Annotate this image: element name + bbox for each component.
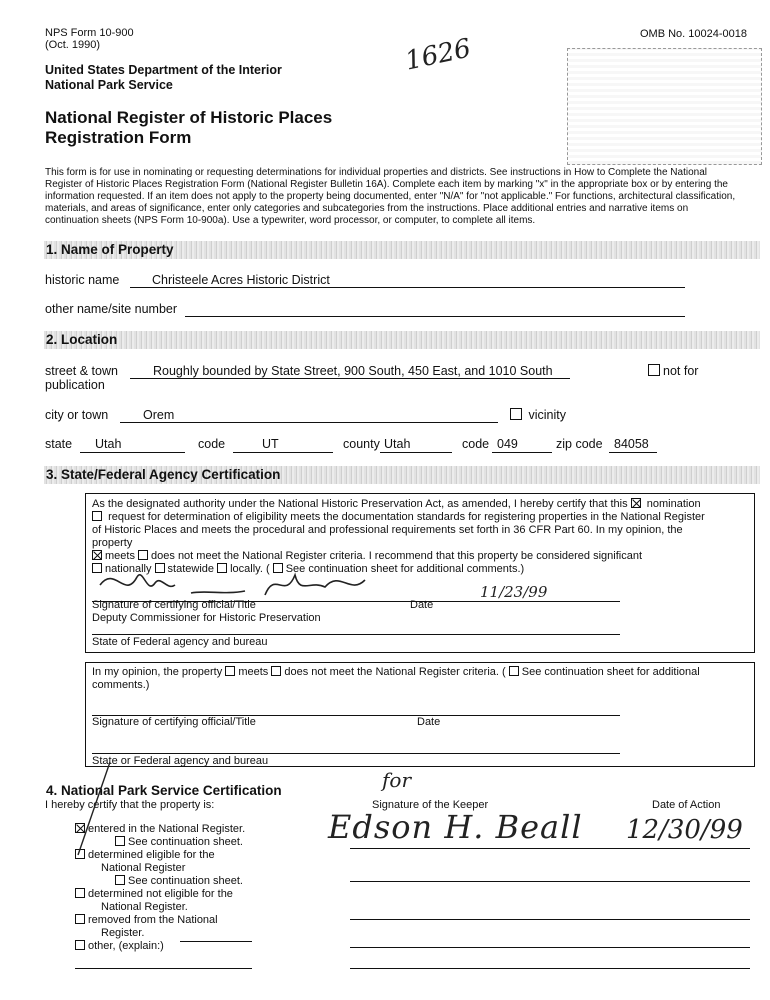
date-label-1: Date <box>410 599 434 611</box>
state-label: state <box>45 437 73 451</box>
meets-checkbox[interactable] <box>92 550 102 560</box>
form-number: NPS Form 10-900 <box>45 27 134 39</box>
opinion-continuation-checkbox[interactable] <box>509 666 519 676</box>
agency-label-1: State of Federal agency and bureau <box>92 636 268 648</box>
keeper-line-5 <box>350 968 750 969</box>
street-line <box>130 378 570 379</box>
signature-label-2: Signature of certifying official/Title <box>92 716 256 728</box>
other-name-line <box>185 316 685 317</box>
official-title: Deputy Commissioner for Historic Preservation <box>92 612 321 624</box>
agency-line: National Park Service <box>45 78 173 92</box>
other-checkbox[interactable] <box>75 940 85 950</box>
vicinity-checkbox[interactable]: vicinity <box>510 408 566 422</box>
historic-name-value[interactable]: Christeele Acres Historic District <box>152 273 330 287</box>
signature-label-1: Signature of certifying official/Title <box>92 599 256 611</box>
zip-label: zip code <box>556 437 603 451</box>
zip-value[interactable]: 84058 <box>614 437 649 451</box>
keeper-line-2 <box>350 881 750 882</box>
agency-line-2 <box>92 753 620 754</box>
state-code-line <box>233 452 333 453</box>
county-line <box>380 452 452 453</box>
opinion-does-not-meet-checkbox[interactable] <box>271 666 281 676</box>
street-value[interactable]: Roughly bounded by State Street, 900 South, 450 East, and 1010 South <box>153 364 553 378</box>
form-date: (Oct. 1990) <box>45 39 101 51</box>
action-date: 12/30/99 <box>626 815 743 845</box>
intro-text: This form is for use in nominating or requesting determinations for individual properties and districts. See instructions in How to Complete the National Register of Historic Places Registration Form (National Register Bulletin 16A). Complete each item by marking "x" in the appropriate box or by entering the information requested. If an item does not apply to the property being documented, enter "N/A" for "not applicable." For functions, architectural classification, materials, and areas of significance, enter only categories and subcategories from the instructions. Place additional entries and narrative items on continuation sheets (NPS Form 10-900a). Use a typewriter, word processor, or computer, to complete all items. <box>45 167 736 226</box>
request-determination-checkbox[interactable] <box>92 511 102 521</box>
not-for-publication-checkbox[interactable]: not for <box>648 364 698 378</box>
section-1-header: 1. Name of Property <box>44 241 760 259</box>
city-label: city or town <box>45 408 109 422</box>
street-label: street & town <box>45 364 118 378</box>
form-title: National Register of Historic Places <box>45 108 333 127</box>
opinion-text: In my opinion, the property meets does not meet the National Register criteria. ( See continuation sheet for additional comments.) <box>92 666 700 691</box>
city-value[interactable]: Orem <box>143 408 175 422</box>
state-code-label: code <box>198 437 226 451</box>
section-2-header: 2. Location <box>44 331 760 349</box>
historic-name-line <box>130 287 685 288</box>
state-code-value[interactable]: UT <box>262 437 279 451</box>
keeper-line-4 <box>350 947 750 948</box>
keeper-label: Signature of the Keeper <box>372 799 489 811</box>
omb-number: OMB No. 10024-0018 <box>640 28 748 40</box>
other-explain-line-2 <box>75 968 252 969</box>
city-line <box>120 422 498 423</box>
eligible-continuation-checkbox[interactable] <box>115 875 125 885</box>
signed-date: 11/23/99 <box>480 583 548 601</box>
state-certification-text: As the designated authority under the National Historic Preservation Act, as amended, I hereby certify that this nomination request for determination of eligibility meets the documentation standards for registering properties in the National Register of Historic Places and meets the procedural and professional requirements set forth in 36 CFR Part 60. In my opinion, the property meets does not meet the National Register criteria. I recommend that this property be considered significant nationally statewide locally. ( See continuation sheet for additional comments.) <box>92 498 705 575</box>
determined-not-eligible-checkbox[interactable] <box>75 888 85 898</box>
nomination-checkbox[interactable] <box>631 498 641 508</box>
removed-checkbox[interactable] <box>75 914 85 924</box>
certifying-official-signature <box>95 565 395 603</box>
does-not-meet-checkbox[interactable] <box>138 550 148 560</box>
opinion-meets-checkbox[interactable] <box>225 666 235 676</box>
state-value[interactable]: Utah <box>95 437 122 451</box>
publication-label: publication <box>45 378 105 392</box>
keeper-line-1 <box>350 848 750 849</box>
historic-name-label: historic name <box>45 273 120 287</box>
section-3-header: 3. State/Federal Agency Certification <box>44 466 760 484</box>
agency-line-1 <box>92 634 620 635</box>
county-label: county <box>343 437 380 451</box>
keeper-signature: Edson H. Beall <box>328 808 583 846</box>
county-code-line <box>492 452 552 453</box>
county-code-label: code <box>462 437 490 451</box>
zip-line <box>609 452 657 453</box>
other-name-label: other name/site number <box>45 302 178 316</box>
county-code-value[interactable]: 049 <box>497 437 518 451</box>
date-label-2: Date <box>417 716 441 728</box>
county-value[interactable]: Utah <box>384 437 411 451</box>
certify-statement: I hereby certify that the property is: <box>45 799 215 811</box>
department-line: United States Department of the Interior <box>45 63 282 77</box>
form-subtitle: Registration Form <box>45 128 192 147</box>
date-of-action-label: Date of Action <box>652 799 721 811</box>
received-stamp <box>567 48 762 165</box>
nps-options: entered in the National Register. See continuation sheet. determined eligible for the National Register See continuation sheet. determined not eligible for the National Register. removed from the National Register. other, (explain:) <box>75 823 350 953</box>
agency-label-2: State or Federal agency and bureau <box>92 755 269 767</box>
section-4-header: 4. National Park Service Certification <box>46 783 282 798</box>
handwritten-reference-number: 1626 <box>402 33 474 77</box>
other-explain-line <box>180 941 252 942</box>
state-line <box>80 452 185 453</box>
keeper-for-annotation: for <box>382 768 412 792</box>
handwritten-slash-mark <box>60 760 120 860</box>
keeper-line-3 <box>350 919 750 920</box>
